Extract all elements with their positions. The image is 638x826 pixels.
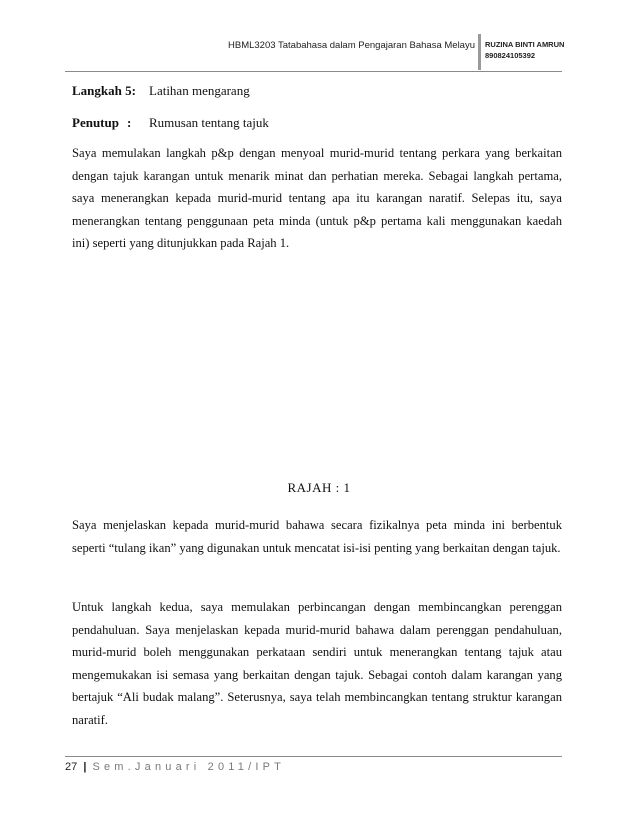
closing-row [72, 115, 269, 131]
footer-separator: | [83, 761, 87, 773]
step-value: Latihan mengarang [149, 83, 250, 98]
paragraph-step-two: Untuk langkah kedua, saya memulakan perbincangan dengan membincangkan perenggan pendahuluan. Saya menjelaskan kepada murid-murid bahawa dalam perenggan pendahuluan, murid-murid boleh menggunakan perkataan sendiri untuk menerangkan tentang tajuk atau mengemukakan isi semasa yang berkaitan dengan tajuk. Sebagai contoh dalam karangan yang bertajuk “Ali budak malang”. Seterusnya, saya telah membincangkan tentang struktur karangan naratif. [72, 600, 562, 727]
header-author-id: 890824105392 [485, 51, 536, 60]
step-row [72, 83, 250, 99]
page-number: 27 [65, 761, 78, 773]
paragraph-fishbone: Saya menjelaskan kepada murid-murid bahawa secara fizikalnya peta minda ini berbentuk seperti “tulang ikan” yang digunakan untuk mencatat isi-isi penting yang berkaitan dengan tajuk. [72, 518, 562, 555]
header-author-name: RUZINA BINTI AMRUN [485, 40, 565, 49]
closing-colon: : [127, 115, 132, 130]
figure-placeholder [72, 258, 562, 473]
header-separator [478, 34, 481, 70]
header-author-block [485, 39, 564, 61]
header-rule [65, 71, 562, 72]
closing-label: Penutup [72, 115, 119, 130]
figure-caption: RAJAH : 1 [287, 480, 351, 495]
header-course-title: HBML3203 Tatabahasa dalam Pengajaran Bahasa Melayu [228, 40, 475, 51]
paragraph-intro: Saya memulakan langkah p&p dengan menyoal murid-murid tentang perkara yang berkaitan dengan tajuk karangan untuk menarik minat dan perhatian mereka. Sebagai langkah pertama, saya menerangkan kepada murid-murid tentang apa itu karangan naratif. Selepas itu, saya menerangkan tentang penggunaan peta minda (untuk p&p pertama kali menggunakan kaedah ini) seperti yang ditunjukkan pada Rajah 1. [72, 146, 562, 250]
footer-semester: Sem.Januari 2011/IPT [92, 761, 286, 773]
closing-value: Rumusan tentang tajuk [149, 115, 269, 130]
step-label: Langkah 5: [72, 83, 136, 98]
footer-rule [65, 756, 562, 757]
footer [65, 761, 285, 773]
